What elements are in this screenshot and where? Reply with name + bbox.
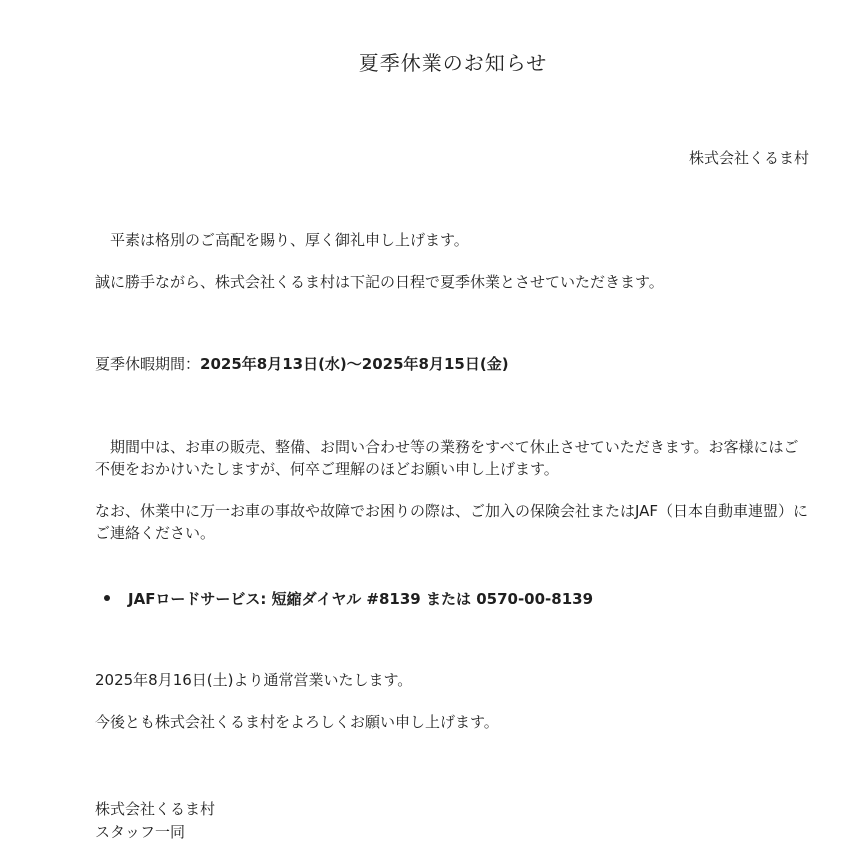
jaf-service-text: JAFロードサービス: 短縮ダイヤル #8139 または 0570-00-8139: [128, 590, 594, 608]
holiday-period: [95, 353, 509, 375]
signature-staff: スタッフ一同: [95, 823, 186, 841]
signature-company: 株式会社くるま村: [95, 800, 216, 818]
intro-text: 誠に勝手ながら、株式会社くるま村は下記の日程で夏季休業とさせていただきます。: [95, 273, 664, 291]
jaf-list-item: [104, 588, 593, 610]
bullet-icon: [104, 595, 110, 601]
holiday-period-value: 2025年8月13日(水)～2025年8月15日(金): [200, 355, 509, 373]
emergency-contact-text: なお、休業中に万一お車の事故や故障でお困りの際は、ご加入の保険会社またはJAF（日本自動車連盟）にご連絡ください。: [95, 502, 809, 542]
holiday-period-label: 夏季休暇期間：: [95, 355, 201, 373]
greeting-text: 平素は格別のご高配を賜り、厚く御礼申し上げます。: [95, 231, 469, 249]
resume-business-text: 2025年8月16日(土)より通常営業いたします。: [95, 671, 413, 689]
header-company-name: 株式会社くるま村: [688, 149, 809, 167]
page-title: 夏季休業のお知らせ: [358, 51, 548, 75]
closing-text: 今後とも株式会社くるま村をよろしくお願い申し上げます。: [95, 713, 499, 731]
during-holiday-text: 期間中は、お車の販売、整備、お問い合わせ等の業務をすべて休止させていただきます。お客様にはご不便をおかけいたしますが、何卒ご理解のほどお願い申し上げます。: [95, 438, 799, 478]
